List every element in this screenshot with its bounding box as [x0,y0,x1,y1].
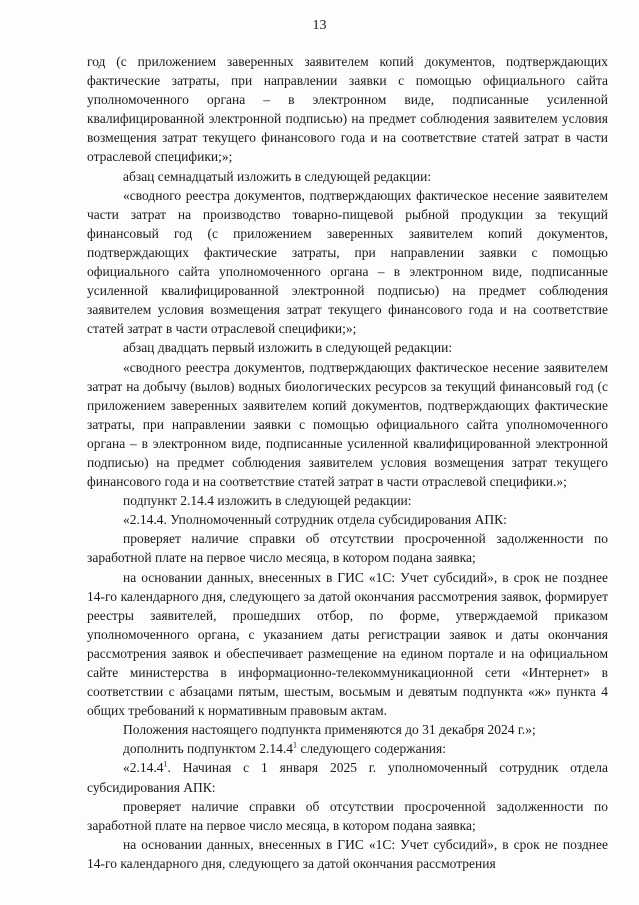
page-number: 13 [312,18,327,33]
paragraph-11-text-before: дополнить подпунктом 2.14.4 [123,741,293,757]
paragraph-1: год (с приложением заверенных заявителем копий документов, подтверждающих фактические затраты, при направлении заявки с помощью официального сайта уполномоченного органа – в электронном виде, подписанные усиленной квалифицированной электронной подписью) на предмет соблюдения заявителем условия возмещения затрат текущего финансового года и на соответствие статей затрат в части отраслевой специфики;»; [87,54,608,165]
paragraph-2: абзац семнадцатый изложить в следующей редакции: [123,168,432,184]
document-body [87,52,608,873]
paragraph-11-superscript: 1 [292,740,297,750]
paragraph-7: «2.14.4. Уполномоченный сотрудник отдела субсидирования АПК: [123,512,507,528]
paragraph-11 [87,739,608,758]
paragraph-3: «сводного реестра документов, подтверждающих фактическое несение заявителем части затрат на производство товарно-пищевой рыбной продукции за текущий финансовый год (с приложением заверенных заявителем копий документов, подтверждающих фактические затраты, при направлении заявки с помощью официального сайта уполномоченного органа – в электронном виде, подписанные усиленной квалифицированной электронной подписью) на предмет соблюдения заявителем условия возмещения затрат текущего финансового года и на соответствие статей затрат в части отраслевой специфики;»; [87,187,608,337]
paragraph-11-text-after: следующего содержания: [296,741,446,757]
paragraph-12-superscript: 1 [163,759,168,769]
paragraph-6: подпункт 2.14.4 изложить в следующей редакции: [123,493,412,509]
paragraph-12-text-after: . Начиная с 1 января 2025 г. уполномоченный сотрудник отдела субсидирования АПК: [87,760,608,795]
paragraph-10: Положения настоящего подпункта применяются до 31 декабря 2024 г.»; [123,722,536,738]
paragraph-13: проверяет наличие справки об отсутствии просроченной задолженности по заработной плате на первое число месяца, в котором подана заявка; [87,798,608,833]
paragraph-8: проверяет наличие справки об отсутствии просроченной задолженности по заработной плате на первое число месяца, в котором подана заявка; [87,531,608,566]
paragraph-14: на основании данных, внесенных в ГИС «1С: Учет субсидий», в срок не позднее 14-го календарного дня, следующего за датой окончания рассмотрения [87,836,608,871]
paragraph-5: «сводного реестра документов, подтверждающих фактическое несение заявителем затрат на добычу (вылов) водных биологических ресурсов за текущий финансовый год (с приложением заверенных заявителем копий документов, подтверждающих фактические затраты, при направлении заявки с помощью официального сайта уполномоченного органа – в электронном виде, подписанные усиленной квалифицированной электронной подписью) на предмет соблюдения заявителем условия возмещения затрат текущего финансового года и на соответствие статей затрат в части отраслевой специфики.»; [87,359,608,490]
paragraph-9: на основании данных, внесенных в ГИС «1С: Учет субсидий», в срок не позднее 14-го календарного дня, следующего за датой окончания рассмотрения заявок, формирует реестры заявителей, прошедших отбор, по форме, утверждаемой приказом уполномоченного органа, с указанием даты регистрации заявок и даты окончания рассмотрения заявок и обеспечивает размещение на едином портале и на официальном сайте министерства в информационно-телекоммуникационной сети «Интернет» в соответствии с абзацами пятым, шестым, восьмым и девятым подпункта «ж» пункта 4 общих требований к нормативным правовым актам. [87,569,608,719]
paragraph-4: абзац двадцать первый изложить в следующей редакции: [123,340,453,356]
paragraph-12 [87,758,608,796]
paragraph-12-text-before: «2.14.4 [123,760,164,776]
